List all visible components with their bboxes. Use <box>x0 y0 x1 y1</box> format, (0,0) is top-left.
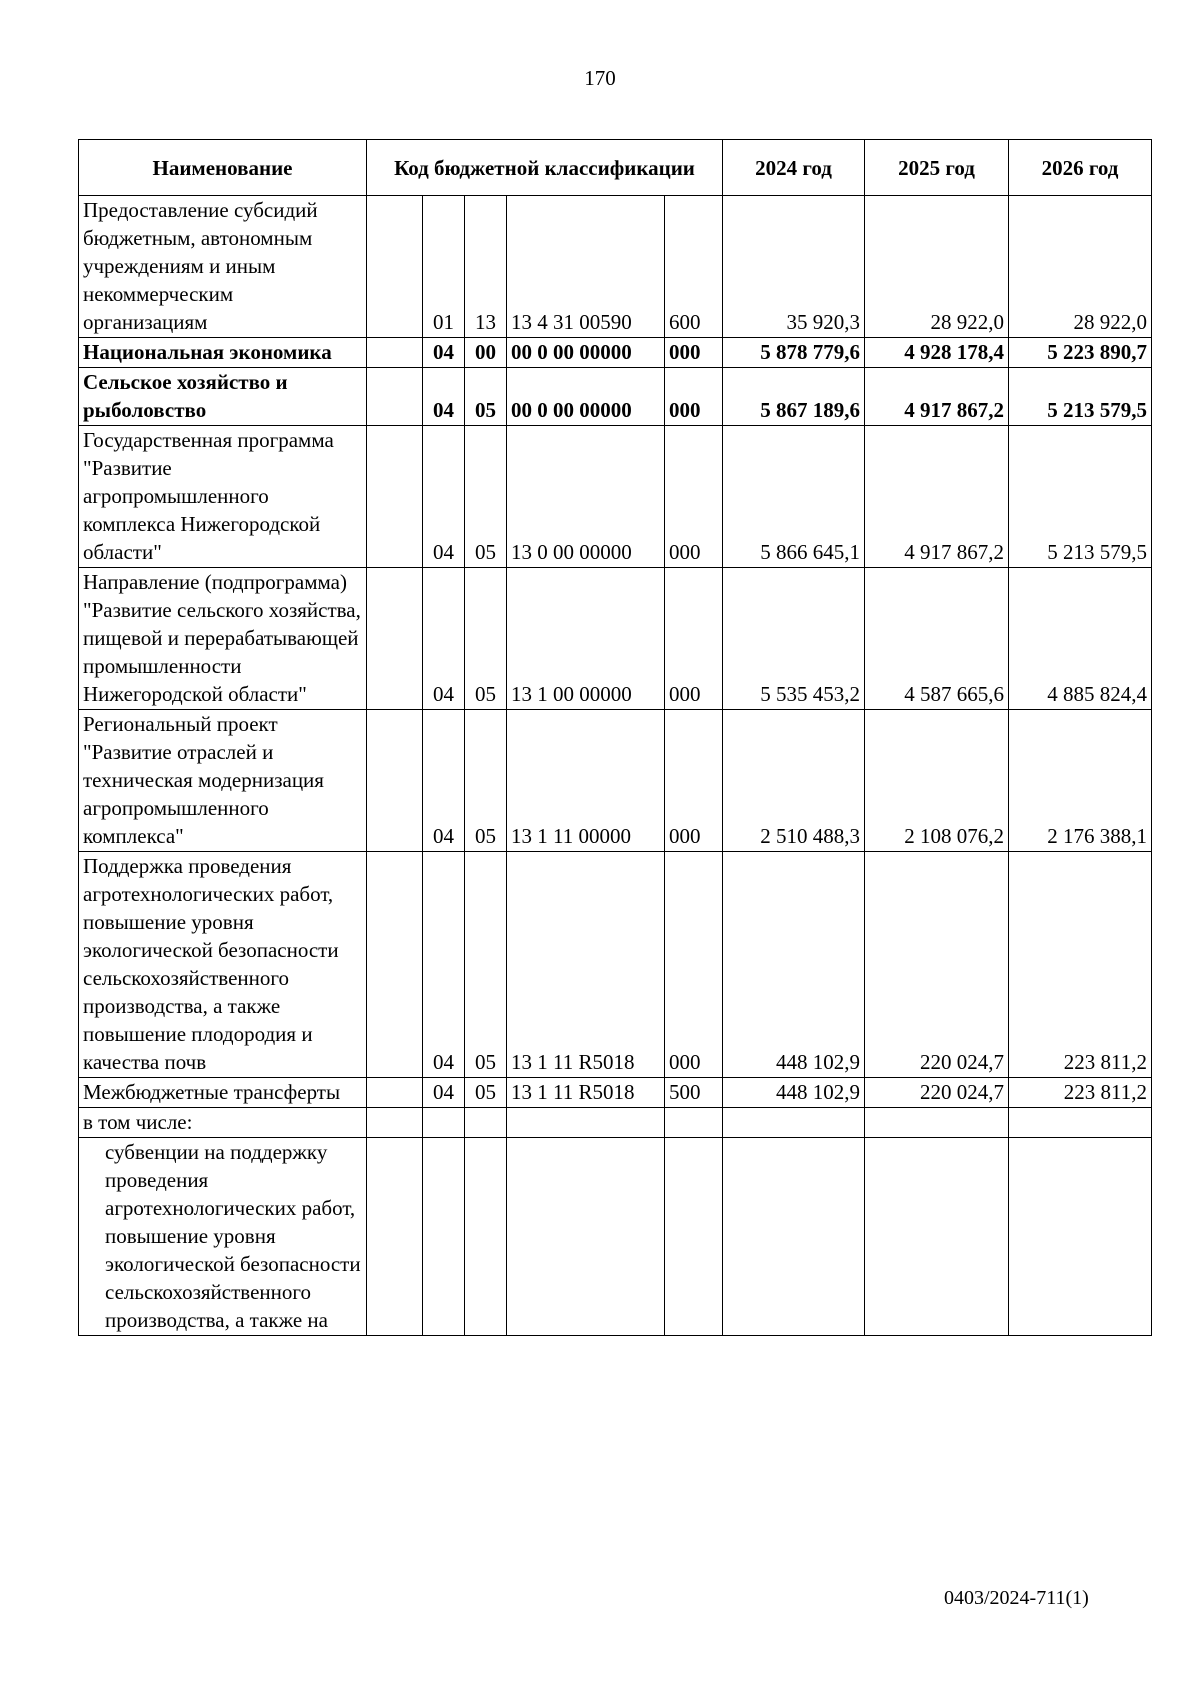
row-value-2024: 448 102,9 <box>723 1078 865 1108</box>
row-name: Региональный проект "Развитие отраслей и техническая модернизация агропромышленного комплекса" <box>79 710 367 852</box>
row-name: Сельское хозяйство и рыболовство <box>79 368 367 426</box>
row-value-2025: 4 587 665,6 <box>865 568 1009 710</box>
row-name: субвенции на поддержку проведения агротехнологических работ, повышение уровня экологической безопасности сельскохозяйственного производства, а также на <box>79 1138 367 1336</box>
row-value-2026: 223 811,2 <box>1009 1078 1152 1108</box>
row-blank-cell <box>367 196 423 338</box>
row-code-expense <box>665 1108 723 1138</box>
row-value-2024: 35 920,3 <box>723 196 865 338</box>
row-code-expense: 500 <box>665 1078 723 1108</box>
row-value-2024 <box>723 1138 865 1336</box>
row-value-2024: 448 102,9 <box>723 852 865 1078</box>
row-value-2026: 5 223 890,7 <box>1009 338 1152 368</box>
row-code-expense: 000 <box>665 852 723 1078</box>
row-name: Поддержка проведения агротехнологических работ, повышение уровня экологической безопасности сельскохозяйственного производства, а также повышение плодородия и качества почв <box>79 852 367 1078</box>
row-value-2026: 5 213 579,5 <box>1009 426 1152 568</box>
table-row <box>79 196 1152 338</box>
table-row <box>79 426 1152 568</box>
row-code-section: 04 <box>423 1078 465 1108</box>
row-value-2025: 2 108 076,2 <box>865 710 1009 852</box>
row-code-subsection <box>465 1138 507 1336</box>
row-code-subsection <box>465 1108 507 1138</box>
row-code-target <box>507 1138 665 1336</box>
row-code-target: 00 0 00 00000 <box>507 338 665 368</box>
row-code-target: 13 4 31 00590 <box>507 196 665 338</box>
table-row <box>79 1108 1152 1138</box>
row-blank-cell <box>367 338 423 368</box>
table-row <box>79 710 1152 852</box>
row-code-subsection: 05 <box>465 368 507 426</box>
header-name: Наименование <box>79 140 367 196</box>
row-name: Национальная экономика <box>79 338 367 368</box>
table-row <box>79 1138 1152 1336</box>
row-value-2024: 5 535 453,2 <box>723 568 865 710</box>
header-row <box>79 140 1152 196</box>
row-blank-cell <box>367 368 423 426</box>
row-code-subsection: 13 <box>465 196 507 338</box>
row-blank-cell <box>367 852 423 1078</box>
header-2026: 2026 год <box>1009 140 1152 196</box>
row-code-expense: 000 <box>665 368 723 426</box>
row-name: Межбюджетные трансферты <box>79 1078 367 1108</box>
row-code-section: 04 <box>423 852 465 1078</box>
row-blank-cell <box>367 568 423 710</box>
row-value-2024: 5 866 645,1 <box>723 426 865 568</box>
row-value-2025 <box>865 1108 1009 1138</box>
row-value-2026: 5 213 579,5 <box>1009 368 1152 426</box>
row-blank-cell <box>367 1138 423 1336</box>
row-value-2025: 28 922,0 <box>865 196 1009 338</box>
row-code-section <box>423 1138 465 1336</box>
row-code-target <box>507 1108 665 1138</box>
row-code-section: 01 <box>423 196 465 338</box>
row-code-subsection: 05 <box>465 710 507 852</box>
row-code-expense: 000 <box>665 426 723 568</box>
row-value-2024: 2 510 488,3 <box>723 710 865 852</box>
row-code-target: 13 1 00 00000 <box>507 568 665 710</box>
header-2025: 2025 год <box>865 140 1009 196</box>
row-code-section: 04 <box>423 338 465 368</box>
row-code-subsection: 05 <box>465 568 507 710</box>
header-code: Код бюджетной классификации <box>367 140 723 196</box>
row-value-2025: 220 024,7 <box>865 852 1009 1078</box>
row-code-subsection: 00 <box>465 338 507 368</box>
row-code-section: 04 <box>423 710 465 852</box>
row-blank-cell <box>367 1108 423 1138</box>
document-id: 0403/2024-711(1) <box>944 1587 1089 1609</box>
row-value-2025 <box>865 1138 1009 1336</box>
row-value-2024: 5 867 189,6 <box>723 368 865 426</box>
row-code-subsection: 05 <box>465 426 507 568</box>
row-code-expense: 000 <box>665 710 723 852</box>
budget-table <box>78 139 1152 1336</box>
row-code-target: 13 1 11 00000 <box>507 710 665 852</box>
table-row <box>79 1078 1152 1108</box>
row-code-section <box>423 1108 465 1138</box>
row-code-expense: 000 <box>665 338 723 368</box>
row-value-2026 <box>1009 1108 1152 1138</box>
table-row <box>79 368 1152 426</box>
row-code-subsection: 05 <box>465 1078 507 1108</box>
row-code-subsection: 05 <box>465 852 507 1078</box>
row-value-2025: 4 917 867,2 <box>865 368 1009 426</box>
row-code-section: 04 <box>423 568 465 710</box>
row-code-target: 13 1 11 R5018 <box>507 1078 665 1108</box>
row-name: Государственная программа "Развитие агропромышленного комплекса Нижегородской области" <box>79 426 367 568</box>
header-2024: 2024 год <box>723 140 865 196</box>
row-value-2025: 220 024,7 <box>865 1078 1009 1108</box>
row-code-target: 00 0 00 00000 <box>507 368 665 426</box>
row-code-target: 13 1 11 R5018 <box>507 852 665 1078</box>
row-code-expense <box>665 1138 723 1336</box>
row-value-2026: 223 811,2 <box>1009 852 1152 1078</box>
row-code-section: 04 <box>423 426 465 568</box>
row-value-2025: 4 928 178,4 <box>865 338 1009 368</box>
row-code-expense: 000 <box>665 568 723 710</box>
row-blank-cell <box>367 1078 423 1108</box>
row-value-2025: 4 917 867,2 <box>865 426 1009 568</box>
table-row <box>79 338 1152 368</box>
row-code-section: 04 <box>423 368 465 426</box>
row-name: Предоставление субсидий бюджетным, автономным учреждениям и иным некоммерческим организациям <box>79 196 367 338</box>
row-value-2026: 2 176 388,1 <box>1009 710 1152 852</box>
row-blank-cell <box>367 710 423 852</box>
row-value-2024 <box>723 1108 865 1138</box>
table-row <box>79 852 1152 1078</box>
row-name: Направление (подпрограмма) "Развитие сельского хозяйства, пищевой и перерабатывающей промышленности Нижегородской области" <box>79 568 367 710</box>
row-value-2026: 4 885 824,4 <box>1009 568 1152 710</box>
row-blank-cell <box>367 426 423 568</box>
page-number: 170 <box>584 66 616 90</box>
row-value-2026: 28 922,0 <box>1009 196 1152 338</box>
row-value-2026 <box>1009 1138 1152 1336</box>
row-code-expense: 600 <box>665 196 723 338</box>
row-code-target: 13 0 00 00000 <box>507 426 665 568</box>
row-name: в том числе: <box>79 1108 367 1138</box>
table-row <box>79 568 1152 710</box>
row-value-2024: 5 878 779,6 <box>723 338 865 368</box>
